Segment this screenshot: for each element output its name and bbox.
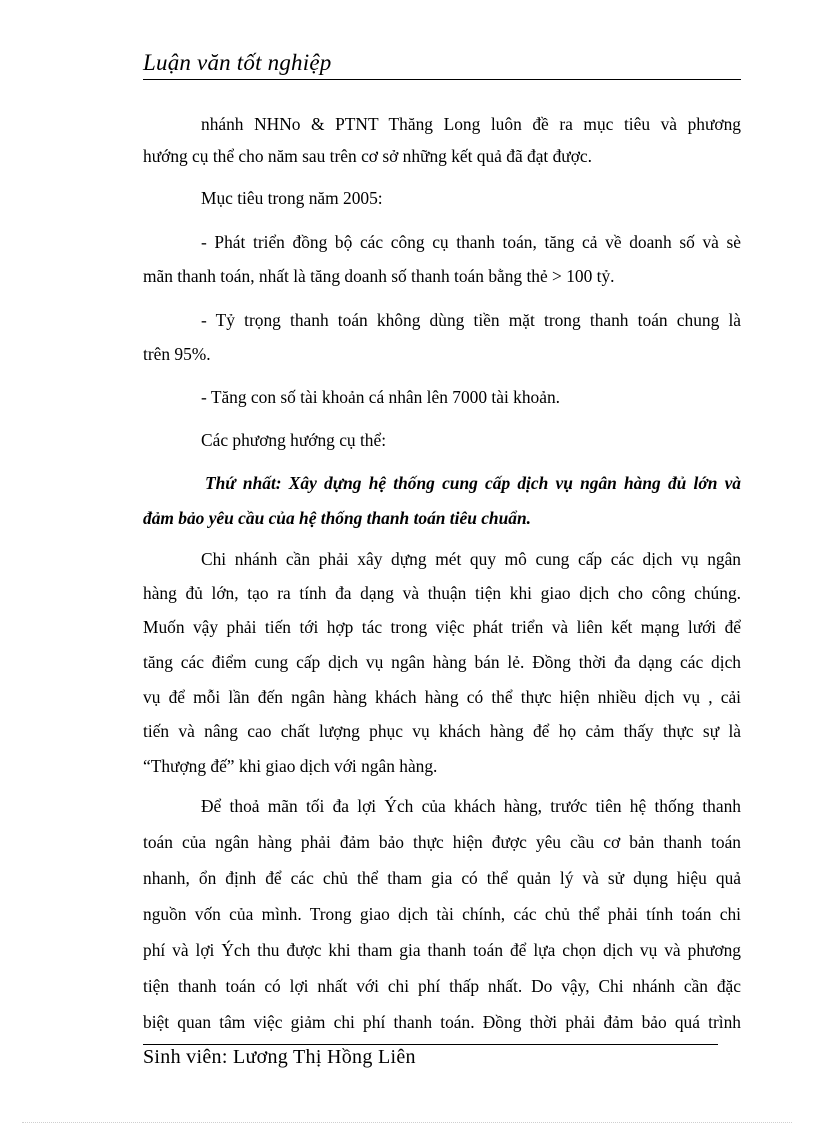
footer-author: Sinh viên: Lương Thị Hồng Liên <box>143 1046 416 1068</box>
text-line: “Thượng đế” khi giao dịch với ngân hàng. <box>143 756 438 776</box>
text-line: tiến và nâng cao chất lượng phục vụ khách hàng để họ cảm thấy thực sự là <box>143 721 741 741</box>
text-line: hướng cụ thể cho năm sau trên cơ sở những kết quả đã đạt được. <box>143 146 592 166</box>
footer-divider <box>143 1044 718 1045</box>
text-line: Các phương hướng cụ thể: <box>201 430 387 450</box>
text-line: biệt quan tâm việc giảm chi phí thanh toán. Đồng thời phải đảm bảo quá trình <box>143 1012 741 1032</box>
text-line: Mục tiêu trong năm 2005: <box>201 188 383 208</box>
text-line: nhanh, ổn định để các chủ thể tham gia có thể quản lý và sử dụng hiệu quả <box>143 868 741 888</box>
text-line: nhánh NHNo & PTNT Thăng Long luôn đề ra mục tiêu và phương <box>201 114 741 134</box>
text-line: mãn thanh toán, nhất là tăng doanh số thanh toán bằng thẻ > 100 tỷ. <box>143 266 615 286</box>
text-line: hàng đủ lớn, tạo ra tính đa dạng và thuận tiện khi giao dịch cho công chúng. <box>143 583 741 603</box>
header-title: Luận văn tốt nghiệp <box>143 50 332 75</box>
header-divider <box>143 79 741 80</box>
text-line: phí và lợi Ých thu được khi tham gia thanh toán để lựa chọn dịch vụ và phương <box>143 940 741 960</box>
section-heading-line: Thứ nhất: Xây dựng hệ thống cung cấp dịch vụ ngân hàng đủ lớn và <box>205 473 741 493</box>
text-line: Để thoả mãn tối đa lợi Ých của khách hàng, trước tiên hệ thống thanh <box>201 796 741 816</box>
text-line: nguồn vốn của mình. Trong giao dịch tài chính, các chủ thể phải tính toán chi <box>143 904 741 924</box>
text-line: trên 95%. <box>143 344 211 364</box>
text-line: - Tỷ trọng thanh toán không dùng tiền mặt trong thanh toán chung là <box>201 310 741 330</box>
text-line: tăng các điểm cung cấp dịch vụ ngân hàng bán lẻ. Đồng thời đa dạng các dịch <box>143 652 741 672</box>
text-line: - Tăng con số tài khoản cá nhân lên 7000 tài khoản. <box>201 387 560 407</box>
text-line: - Phát triển đồng bộ các công cụ thanh toán, tăng cả về doanh số và sè <box>201 232 741 252</box>
text-line: toán của ngân hàng phải đảm bảo thực hiện được yêu cầu cơ bản thanh toán <box>143 832 741 852</box>
section-heading-line: đảm bảo yêu cầu của hệ thống thanh toán tiêu chuẩn. <box>143 508 531 528</box>
text-line: Chi nhánh cần phải xây dựng mét quy mô cung cấp các dịch vụ ngân <box>201 549 741 569</box>
text-line: Muốn vậy phải tiến tới hợp tác trong việc phát triển và liên kết mạng lưới để <box>143 617 741 637</box>
text-line: tiện thanh toán có lợi nhất với chi phí thấp nhất. Do vậy, Chi nhánh cần đặc <box>143 976 741 996</box>
text-line: vụ để mỗi lần đến ngân hàng khách hàng có thể thực hiện nhiều dịch vụ , cải <box>143 687 741 707</box>
